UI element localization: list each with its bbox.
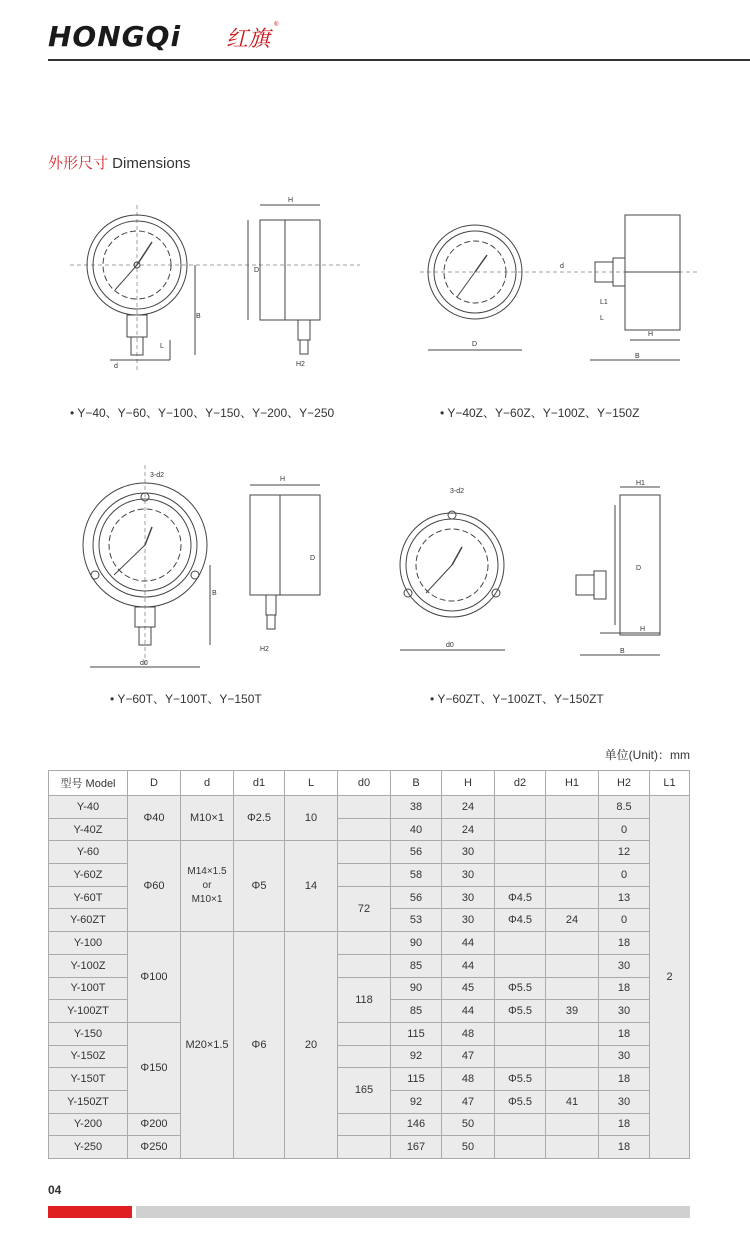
unit-label: 单位(Unit)：mm (604, 748, 690, 762)
col-header: H1 (546, 771, 599, 796)
cell-B: 92 (391, 1090, 442, 1113)
cell-B: 167 (391, 1136, 442, 1159)
cell-d2 (495, 818, 546, 841)
table-row (49, 796, 690, 819)
cell-B: 56 (391, 841, 442, 864)
dim-label-H2: H2 (296, 361, 305, 368)
footer-accent-bar (48, 1206, 132, 1218)
cell-d0 (338, 1022, 391, 1045)
cell-d0 (338, 864, 391, 887)
cell-d1: Φ6 (234, 932, 285, 1159)
table-row (49, 841, 690, 864)
caption-axial: • Y−40Z、Y−60Z、Y−100Z、Y−150Z (440, 406, 640, 420)
table-row (49, 1113, 690, 1136)
cell-H2: 18 (599, 1022, 650, 1045)
cell-L1: 2 (650, 796, 690, 1159)
table-row (49, 1022, 690, 1045)
col-header: 型号 Model (49, 771, 128, 796)
section-title-cn: 外形尺寸 (48, 155, 109, 172)
cell-d0 (338, 796, 391, 819)
dim-label-H-axial: H (648, 331, 654, 338)
cell-H: 44 (442, 954, 495, 977)
dim-label-B: B (196, 313, 201, 320)
dim-label-H: H (288, 197, 294, 204)
header-divider (48, 59, 750, 61)
cell-H: 47 (442, 1090, 495, 1113)
diagram-axial-gauge (420, 200, 700, 380)
caption-flange: • Y−60T、Y−100T、Y−150T (110, 692, 262, 706)
cell-d0 (338, 841, 391, 864)
page-number: 04 (48, 1183, 62, 1197)
col-header: B (391, 771, 442, 796)
cell-d-line: or (202, 880, 212, 892)
cell-d0 (338, 932, 391, 955)
cell-model: Y-40 (49, 796, 128, 819)
cell-H2: 8.5 (599, 796, 650, 819)
cell-d2: Φ4.5 (495, 886, 546, 909)
col-header: L1 (650, 771, 690, 796)
cell-B: 115 (391, 1068, 442, 1091)
cell-d0: 118 (338, 977, 391, 1022)
cell-d0 (338, 818, 391, 841)
cell-d0 (338, 1136, 391, 1159)
cell-d: M20×1.5 (181, 932, 234, 1159)
section-title (48, 152, 191, 173)
cell-L: 14 (285, 841, 338, 932)
dim-label-B-flange: B (212, 590, 217, 597)
cell-model: Y-40Z (49, 818, 128, 841)
cell-H2: 30 (599, 1090, 650, 1113)
col-header: H2 (599, 771, 650, 796)
cell-H2: 0 (599, 909, 650, 932)
cell-H: 50 (442, 1136, 495, 1159)
cell-H2: 13 (599, 886, 650, 909)
cell-d2 (495, 1045, 546, 1068)
cell-B: 90 (391, 932, 442, 955)
cell-H: 30 (442, 886, 495, 909)
cell-model: Y-150 (49, 1022, 128, 1045)
dim-label-d-axial: d (560, 263, 564, 270)
cell-H1 (546, 864, 599, 887)
cell-H: 47 (442, 1045, 495, 1068)
cell-d1: Φ5 (234, 841, 285, 932)
cell-model: Y-100T (49, 977, 128, 1000)
cell-d2: Φ5.5 (495, 1000, 546, 1023)
cell-H1 (546, 886, 599, 909)
cell-D: Φ250 (128, 1136, 181, 1159)
footer-bar (136, 1206, 690, 1218)
cell-model: Y-100ZT (49, 1000, 128, 1023)
cell-d0 (338, 954, 391, 977)
header (0, 0, 750, 64)
cell-model: Y-60ZT (49, 909, 128, 932)
dim-label-B-axial-flange: B (620, 648, 625, 655)
cell-D: Φ200 (128, 1113, 181, 1136)
cell-D: Φ100 (128, 932, 181, 1023)
cell-H: 45 (442, 977, 495, 1000)
cell-H: 24 (442, 818, 495, 841)
cell-d2 (495, 1022, 546, 1045)
caption-standard: • Y−40、Y−60、Y−100、Y−150、Y−200、Y−250 (70, 406, 335, 420)
dim-label-hole-axial: 3-d2 (450, 488, 465, 495)
cell-model: Y-60T (49, 886, 128, 909)
dim-label-d0-axial-flange: d0 (446, 642, 454, 649)
cell-B: 85 (391, 1000, 442, 1023)
cell-model: Y-150ZT (49, 1090, 128, 1113)
cell-d2: Φ5.5 (495, 977, 546, 1000)
diagram-standard-gauge (70, 190, 370, 390)
cell-d2 (495, 1113, 546, 1136)
cell-B: 53 (391, 909, 442, 932)
cell-model: Y-150Z (49, 1045, 128, 1068)
cell-L: 10 (285, 796, 338, 841)
cell-H: 44 (442, 932, 495, 955)
col-header: d1 (234, 771, 285, 796)
cell-H1 (546, 1022, 599, 1045)
col-header: d (181, 771, 234, 796)
cell-H2: 18 (599, 977, 650, 1000)
cell-H: 30 (442, 841, 495, 864)
cell-H1: 41 (546, 1090, 599, 1113)
cell-d2: Φ4.5 (495, 909, 546, 932)
cell-B: 146 (391, 1113, 442, 1136)
cell-B: 58 (391, 864, 442, 887)
cell-H: 48 (442, 1068, 495, 1091)
col-header: H (442, 771, 495, 796)
cell-H2: 0 (599, 818, 650, 841)
cell-B: 92 (391, 1045, 442, 1068)
diagram-axial-flange-gauge (390, 475, 690, 665)
cell-d2 (495, 841, 546, 864)
cell-d0: 165 (338, 1068, 391, 1113)
dim-label-D-axial: D (472, 341, 478, 348)
cell-d2 (495, 864, 546, 887)
cell-H1 (546, 1068, 599, 1091)
cell-d2: Φ5.5 (495, 1090, 546, 1113)
cell-d: M10×1 (181, 796, 234, 841)
col-header: L (285, 771, 338, 796)
cell-H: 48 (442, 1022, 495, 1045)
dim-label-H-axial-flange: H (640, 626, 646, 633)
cell-H1 (546, 841, 599, 864)
cell-d0: 72 (338, 886, 391, 931)
cell-H1 (546, 818, 599, 841)
cell-d2: Φ5.5 (495, 1068, 546, 1091)
dim-label-D: D (254, 267, 260, 274)
dim-label-L1-axial: L1 (600, 299, 608, 306)
diagram-flange-gauge (70, 465, 370, 675)
cell-model: Y-250 (49, 1136, 128, 1159)
cell-H2: 18 (599, 1068, 650, 1091)
cell-H1 (546, 932, 599, 955)
cell-H1: 39 (546, 1000, 599, 1023)
cell-H: 24 (442, 796, 495, 819)
cell-H: 30 (442, 909, 495, 932)
cell-model: Y-100Z (49, 954, 128, 977)
cell-B: 115 (391, 1022, 442, 1045)
cell-B: 90 (391, 977, 442, 1000)
cell-H2: 30 (599, 1000, 650, 1023)
cell-H: 44 (442, 1000, 495, 1023)
cell-D: Φ150 (128, 1022, 181, 1113)
dim-label-D-flange: D (310, 555, 316, 562)
cell-d0 (338, 1113, 391, 1136)
table-row (49, 932, 690, 955)
dim-label-B-axial: B (635, 353, 640, 360)
cell-d-line: M10×1 (191, 894, 223, 906)
col-header: d0 (338, 771, 391, 796)
dim-label-L: L (160, 343, 164, 350)
dim-label-H-flange: H (280, 476, 286, 483)
cell-d0 (338, 1045, 391, 1068)
dimensions-table (48, 770, 690, 1159)
cell-D: Φ60 (128, 841, 181, 932)
cell-H1 (546, 954, 599, 977)
col-header: D (128, 771, 181, 796)
caption-axial-flange: • Y−60ZT、Y−100ZT、Y−150ZT (430, 692, 604, 706)
cell-H2: 30 (599, 954, 650, 977)
cell-D: Φ40 (128, 796, 181, 841)
table-header-row (49, 771, 690, 796)
cell-H: 30 (442, 864, 495, 887)
dim-label-H2-flange: H2 (260, 646, 269, 653)
cell-d2 (495, 932, 546, 955)
cell-H1 (546, 796, 599, 819)
cell-H2: 18 (599, 1136, 650, 1159)
cell-d1: Φ2.5 (234, 796, 285, 841)
cell-B: 38 (391, 796, 442, 819)
cell-B: 40 (391, 818, 442, 841)
cell-model: Y-60 (49, 841, 128, 864)
registered-mark: ® (274, 22, 279, 28)
table-row (49, 1136, 690, 1159)
cell-B: 56 (391, 886, 442, 909)
cell-H1 (546, 1136, 599, 1159)
cell-H1 (546, 1113, 599, 1136)
cell-H2: 12 (599, 841, 650, 864)
brand-logo: HONGQi (48, 20, 182, 53)
cell-H1 (546, 977, 599, 1000)
cell-model: Y-200 (49, 1113, 128, 1136)
cell-B: 85 (391, 954, 442, 977)
dim-label-d: d (114, 363, 118, 370)
cell-model: Y-150T (49, 1068, 128, 1091)
cell-d (181, 841, 234, 932)
dim-label-D-axial-flange: D (636, 565, 642, 572)
cell-H1: 24 (546, 909, 599, 932)
cell-H: 50 (442, 1113, 495, 1136)
cell-L: 20 (285, 932, 338, 1159)
cell-H2: 18 (599, 932, 650, 955)
cell-d-line: M14×1.5 (187, 866, 227, 878)
cell-H2: 0 (599, 864, 650, 887)
cell-d2 (495, 954, 546, 977)
cell-H2: 18 (599, 1113, 650, 1136)
brand-logo-chinese: 红旗 (226, 27, 271, 52)
dim-label-d0-flange: d0 (140, 660, 148, 667)
cell-d2 (495, 1136, 546, 1159)
section-title-en: Dimensions (108, 155, 191, 172)
cell-model: Y-100 (49, 932, 128, 955)
cell-d2 (495, 796, 546, 819)
cell-H1 (546, 1045, 599, 1068)
cell-model: Y-60Z (49, 864, 128, 887)
dim-label-H1-axial: H1 (636, 480, 645, 487)
dim-label-L-axial: L (600, 315, 604, 322)
cell-H2: 30 (599, 1045, 650, 1068)
dim-label-hole: 3-d2 (150, 472, 165, 479)
col-header: d2 (495, 771, 546, 796)
